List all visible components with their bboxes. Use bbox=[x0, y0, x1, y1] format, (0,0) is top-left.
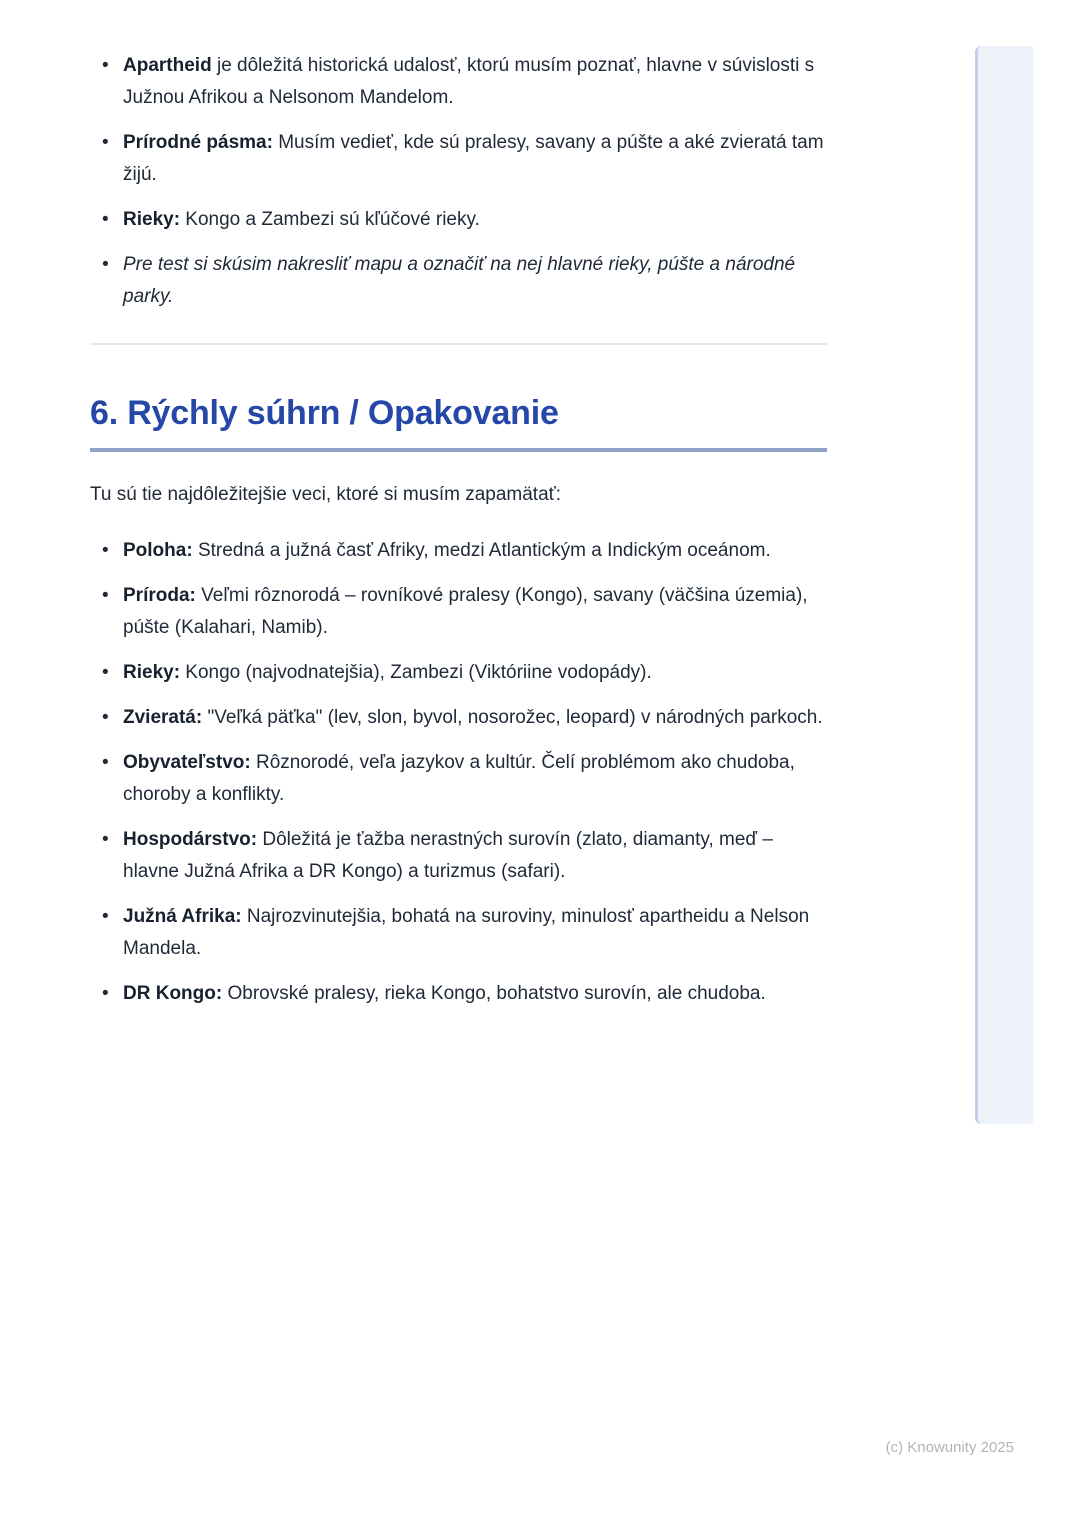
list-item-text: Veľmi rôznorodá – rovníkové pralesy (Kongo), savany (väčšina územia), púšte (Kalahari, Namib). bbox=[123, 585, 808, 638]
list-item bbox=[90, 978, 827, 1010]
notes-bullet-list bbox=[90, 50, 827, 313]
list-item-bold-lead: Príroda: bbox=[123, 585, 196, 606]
list-item-bold-lead: Apartheid bbox=[123, 55, 212, 76]
list-item-text: "Veľká päťka" (lev, slon, byvol, nosorožec, leopard) v národných parkoch. bbox=[202, 707, 823, 728]
next-page-edge-panel bbox=[975, 46, 1033, 1124]
list-item-italic-note bbox=[90, 249, 827, 313]
list-item bbox=[90, 580, 827, 644]
list-item-bold-lead: Poloha: bbox=[123, 540, 193, 561]
list-item-text: Kongo a Zambezi sú kľúčové rieky. bbox=[180, 209, 480, 230]
list-item bbox=[90, 50, 827, 114]
list-item-bold-lead: Južná Afrika: bbox=[123, 906, 242, 927]
list-item-bold-lead: Rieky: bbox=[123, 662, 181, 683]
list-item bbox=[90, 535, 827, 567]
list-item-text: Dôležitá je ťažba nerastných surovín (zlato, diamanty, meď – hlavne Južná Afrika a DR Kongo) a turizmus (safari). bbox=[123, 829, 773, 882]
list-item-text: Musím vedieť, kde sú pralesy, savany a púšte a aké zvieratá tam žijú. bbox=[123, 132, 824, 185]
list-item-bold-lead: Zvieratá: bbox=[123, 707, 203, 728]
section-intro-paragraph: Tu sú tie najdôležitejšie veci, ktoré si musím zapamätať: bbox=[90, 484, 562, 505]
document-content bbox=[90, 50, 827, 1023]
list-item-bold-lead: Hospodárstvo: bbox=[123, 829, 258, 850]
copyright-footer: (c) Knowunity 2025 bbox=[885, 1439, 1014, 1456]
list-item bbox=[90, 747, 827, 811]
list-item-bold-lead: Prírodné pásma: bbox=[123, 132, 273, 153]
list-item-text: Najrozvinutejšia, bohatá na suroviny, minulosť apartheidu a Nelson Mandela. bbox=[123, 906, 810, 959]
list-item-bold-lead: Rieky: bbox=[123, 209, 181, 230]
list-item-text: Pre test si skúsim nakresliť mapu a označiť na nej hlavné rieky, púšte a národné parky. bbox=[123, 254, 796, 307]
list-item bbox=[90, 127, 827, 191]
section-divider bbox=[90, 343, 827, 345]
list-item-text: Stredná a južná časť Afriky, medzi Atlantickým a Indickým oceánom. bbox=[192, 540, 771, 561]
section-heading: 6. Rýchly súhrn / Opakovanie bbox=[90, 391, 827, 452]
summary-bullet-list bbox=[90, 535, 827, 1010]
list-item-text: Rôznorodé, veľa jazykov a kultúr. Čelí problémom ako chudoba, choroby a konflikty. bbox=[123, 752, 795, 805]
list-item bbox=[90, 824, 827, 888]
list-item-text: Kongo (najvodnatejšia), Zambezi (Viktóriine vodopády). bbox=[180, 662, 652, 683]
list-item bbox=[90, 702, 827, 734]
list-item-bold-lead: DR Kongo: bbox=[123, 983, 223, 1004]
list-item bbox=[90, 901, 827, 965]
list-item bbox=[90, 204, 827, 236]
list-item-text: Obrovské pralesy, rieka Kongo, bohatstvo surovín, ale chudoba. bbox=[222, 983, 766, 1004]
list-item-text: je dôležitá historická udalosť, ktorú musím poznať, hlavne v súvislosti s Južnou Afrikou a Nelsonom Mandelom. bbox=[123, 55, 815, 108]
list-item-bold-lead: Obyvateľstvo: bbox=[123, 752, 251, 773]
list-item bbox=[90, 657, 827, 689]
